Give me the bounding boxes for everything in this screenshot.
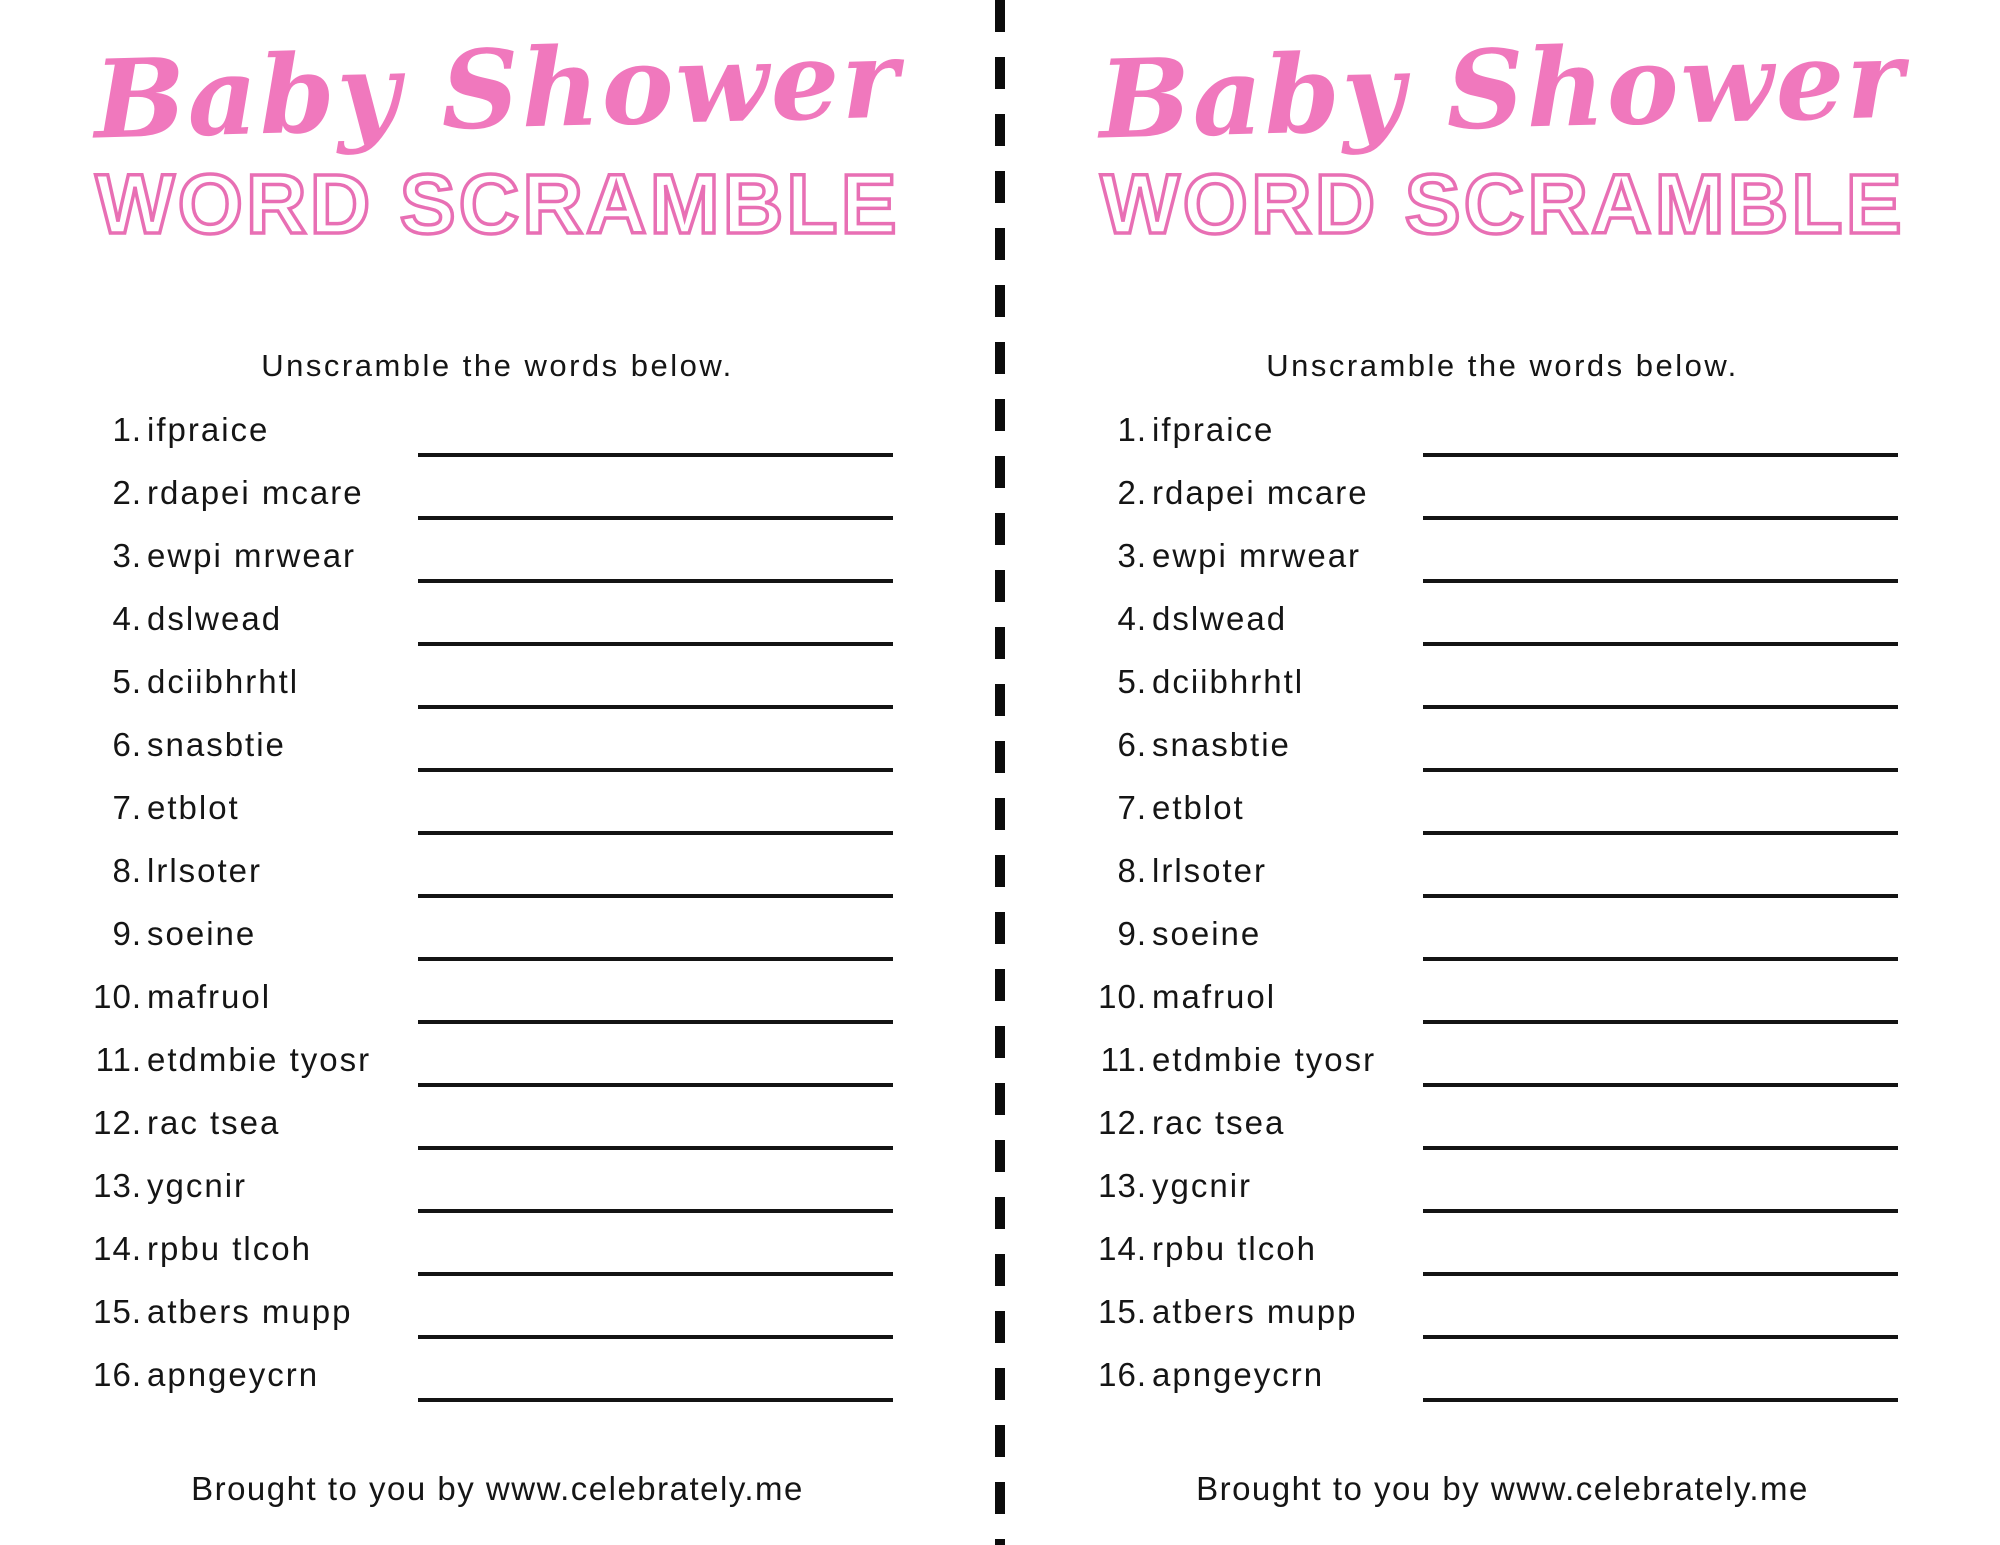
answer-blank-line bbox=[1423, 1209, 1898, 1213]
word-scramble-row bbox=[88, 1097, 893, 1160]
scrambled-word: lrlsoter bbox=[147, 851, 263, 889]
row-label bbox=[88, 845, 418, 890]
answer-blank-line bbox=[418, 1020, 893, 1024]
word-scramble-row bbox=[88, 656, 893, 719]
word-scramble-row bbox=[88, 782, 893, 845]
word-scramble-row bbox=[88, 1034, 893, 1097]
footer-credit: Brought to you by www.celebrately.me bbox=[191, 1469, 804, 1507]
item-number: 3. bbox=[112, 536, 142, 574]
answer-blank-line bbox=[1423, 1020, 1898, 1024]
worksheet-panel-right bbox=[1005, 0, 2000, 1545]
row-label bbox=[88, 1160, 418, 1205]
scrambled-word: ewpi mrwear bbox=[147, 536, 357, 574]
word-scramble-row bbox=[1093, 1160, 1898, 1223]
answer-blank-line bbox=[1423, 516, 1898, 520]
footer-credit: Brought to you by www.celebrately.me bbox=[1196, 1469, 1809, 1507]
answer-blank-line bbox=[1423, 1272, 1898, 1276]
answer-blank-line bbox=[418, 516, 893, 520]
word-scramble-row bbox=[1093, 1097, 1898, 1160]
word-scramble-row bbox=[1093, 530, 1898, 593]
row-label bbox=[88, 782, 418, 827]
page-title-outline: WORD SCRAMBLE bbox=[1100, 156, 1905, 251]
word-scramble-row bbox=[1093, 782, 1898, 845]
page-title-script: Baby Shower bbox=[1097, 16, 1908, 164]
answer-blank-line bbox=[418, 894, 893, 898]
scrambled-word: ewpi mrwear bbox=[1152, 536, 1362, 574]
row-label bbox=[1093, 593, 1423, 638]
scrambled-word: ygcnir bbox=[1152, 1166, 1253, 1204]
item-number: 15. bbox=[93, 1292, 142, 1330]
word-scramble-row bbox=[88, 467, 893, 530]
item-number: 14. bbox=[1098, 1229, 1147, 1267]
row-label bbox=[88, 1286, 418, 1331]
row-label bbox=[1093, 1349, 1423, 1394]
scrambled-word: soeine bbox=[1152, 914, 1262, 952]
word-scramble-row bbox=[1093, 467, 1898, 530]
item-number: 6. bbox=[1117, 725, 1147, 763]
row-label bbox=[88, 908, 418, 953]
answer-blank-line bbox=[1423, 1083, 1898, 1087]
row-label bbox=[1093, 1223, 1423, 1268]
answer-blank-line bbox=[418, 705, 893, 709]
row-label bbox=[88, 593, 418, 638]
item-number: 16. bbox=[93, 1355, 142, 1393]
item-number: 16. bbox=[1098, 1355, 1147, 1393]
row-label bbox=[88, 971, 418, 1016]
scrambled-word: atbers mupp bbox=[147, 1292, 353, 1330]
word-scramble-row bbox=[1093, 908, 1898, 971]
word-scramble-row bbox=[1093, 1349, 1898, 1412]
scrambled-word: dciibhrhtl bbox=[147, 662, 300, 700]
answer-blank-line bbox=[418, 957, 893, 961]
word-scramble-row bbox=[1093, 845, 1898, 908]
item-number: 1. bbox=[112, 410, 142, 448]
word-scramble-row bbox=[1093, 404, 1898, 467]
item-number: 8. bbox=[112, 851, 142, 889]
item-number: 13. bbox=[93, 1166, 142, 1204]
row-label bbox=[88, 467, 418, 512]
scrambled-word: soeine bbox=[147, 914, 257, 952]
item-number: 12. bbox=[1098, 1103, 1147, 1141]
answer-blank-line bbox=[418, 831, 893, 835]
word-scramble-row bbox=[1093, 593, 1898, 656]
scrambled-word: rpbu tlcoh bbox=[1152, 1229, 1317, 1267]
scrambled-word: mafruol bbox=[1152, 977, 1277, 1015]
word-scramble-row bbox=[88, 404, 893, 467]
scrambled-word: apngeycrn bbox=[1152, 1355, 1325, 1393]
answer-blank-line bbox=[1423, 1335, 1898, 1339]
instruction-text: Unscramble the words below. bbox=[1266, 347, 1739, 383]
scrambled-word: dslwead bbox=[1152, 599, 1288, 637]
answer-blank-line bbox=[418, 579, 893, 583]
item-number: 15. bbox=[1098, 1292, 1147, 1330]
word-scramble-row bbox=[88, 908, 893, 971]
word-scramble-row bbox=[88, 530, 893, 593]
row-label bbox=[1093, 530, 1423, 575]
row-label bbox=[88, 1223, 418, 1268]
word-scramble-row bbox=[1093, 656, 1898, 719]
answer-blank-line bbox=[1423, 705, 1898, 709]
dashed-cut-line bbox=[995, 0, 1005, 1545]
item-number: 13. bbox=[1098, 1166, 1147, 1204]
scrambled-word: lrlsoter bbox=[1152, 851, 1268, 889]
item-number: 12. bbox=[93, 1103, 142, 1141]
row-label bbox=[88, 404, 418, 449]
word-scramble-row bbox=[1093, 1286, 1898, 1349]
word-scramble-row bbox=[88, 1286, 893, 1349]
scrambled-word: etblot bbox=[147, 788, 240, 826]
word-scramble-row bbox=[88, 845, 893, 908]
worksheet-panel-left bbox=[0, 0, 995, 1545]
item-number: 14. bbox=[93, 1229, 142, 1267]
item-number: 7. bbox=[1117, 788, 1147, 826]
row-label bbox=[1093, 719, 1423, 764]
item-number: 9. bbox=[112, 914, 142, 952]
item-number: 11. bbox=[1100, 1040, 1147, 1078]
item-number: 2. bbox=[1117, 473, 1147, 511]
scrambled-word: etdmbie tyosr bbox=[147, 1040, 372, 1078]
row-label bbox=[88, 1349, 418, 1394]
item-number: 10. bbox=[1098, 977, 1147, 1015]
item-number: 5. bbox=[1117, 662, 1147, 700]
row-label bbox=[1093, 467, 1423, 512]
scrambled-word: atbers mupp bbox=[1152, 1292, 1358, 1330]
answer-blank-line bbox=[1423, 831, 1898, 835]
scrambled-word: mafruol bbox=[147, 977, 272, 1015]
answer-blank-line bbox=[1423, 768, 1898, 772]
word-scramble-row bbox=[88, 593, 893, 656]
scrambled-word: rdapei mcare bbox=[1152, 473, 1369, 511]
scrambled-word: rac tsea bbox=[1152, 1103, 1286, 1141]
answer-blank-line bbox=[1423, 894, 1898, 898]
item-number: 5. bbox=[112, 662, 142, 700]
row-label bbox=[88, 530, 418, 575]
answer-blank-line bbox=[418, 1398, 893, 1402]
answer-blank-line bbox=[1423, 453, 1898, 457]
row-label bbox=[1093, 1097, 1423, 1142]
word-list bbox=[1005, 404, 2000, 1412]
item-number: 9. bbox=[1117, 914, 1147, 952]
answer-blank-line bbox=[1423, 579, 1898, 583]
row-label bbox=[1093, 971, 1423, 1016]
answer-blank-line bbox=[1423, 1146, 1898, 1150]
word-scramble-row bbox=[88, 1223, 893, 1286]
row-label bbox=[88, 656, 418, 701]
item-number: 8. bbox=[1117, 851, 1147, 889]
answer-blank-line bbox=[418, 1272, 893, 1276]
scrambled-word: apngeycrn bbox=[147, 1355, 320, 1393]
item-number: 7. bbox=[112, 788, 142, 826]
scrambled-word: rdapei mcare bbox=[147, 473, 364, 511]
row-label bbox=[1093, 908, 1423, 953]
scrambled-word: dciibhrhtl bbox=[1152, 662, 1305, 700]
answer-blank-line bbox=[418, 642, 893, 646]
word-list bbox=[0, 404, 995, 1412]
row-label bbox=[1093, 845, 1423, 890]
answer-blank-line bbox=[1423, 957, 1898, 961]
page-title-outline: WORD SCRAMBLE bbox=[95, 156, 900, 251]
row-label bbox=[1093, 1286, 1423, 1331]
word-scramble-row bbox=[1093, 1223, 1898, 1286]
row-label bbox=[1093, 1034, 1423, 1079]
row-label bbox=[1093, 1160, 1423, 1205]
answer-blank-line bbox=[418, 453, 893, 457]
scrambled-word: rac tsea bbox=[147, 1103, 281, 1141]
scrambled-word: etdmbie tyosr bbox=[1152, 1040, 1377, 1078]
word-scramble-row bbox=[88, 1160, 893, 1223]
item-number: 3. bbox=[1117, 536, 1147, 574]
item-number: 11. bbox=[95, 1040, 142, 1078]
word-scramble-row bbox=[1093, 719, 1898, 782]
word-scramble-row bbox=[1093, 971, 1898, 1034]
answer-blank-line bbox=[418, 1083, 893, 1087]
scrambled-word: rpbu tlcoh bbox=[147, 1229, 312, 1267]
word-scramble-row bbox=[1093, 1034, 1898, 1097]
word-scramble-row bbox=[88, 719, 893, 782]
answer-blank-line bbox=[418, 1335, 893, 1339]
item-number: 1. bbox=[1117, 410, 1147, 448]
instruction-text: Unscramble the words below. bbox=[261, 347, 734, 383]
item-number: 4. bbox=[1117, 599, 1147, 637]
scrambled-word: etblot bbox=[1152, 788, 1245, 826]
word-scramble-row bbox=[88, 1349, 893, 1412]
item-number: 2. bbox=[112, 473, 142, 511]
scrambled-word: snasbtie bbox=[1152, 725, 1291, 763]
scrambled-word: ifpraice bbox=[1152, 410, 1275, 448]
item-number: 4. bbox=[112, 599, 142, 637]
row-label bbox=[88, 1034, 418, 1079]
scrambled-word: ifpraice bbox=[147, 410, 270, 448]
row-label bbox=[1093, 404, 1423, 449]
answer-blank-line bbox=[418, 1146, 893, 1150]
page-title-script: Baby Shower bbox=[92, 16, 903, 164]
answer-blank-line bbox=[1423, 642, 1898, 646]
row-label bbox=[88, 1097, 418, 1142]
answer-blank-line bbox=[418, 1209, 893, 1213]
item-number: 10. bbox=[93, 977, 142, 1015]
row-label bbox=[88, 719, 418, 764]
row-label bbox=[1093, 656, 1423, 701]
scrambled-word: ygcnir bbox=[147, 1166, 248, 1204]
item-number: 6. bbox=[112, 725, 142, 763]
answer-blank-line bbox=[418, 768, 893, 772]
row-label bbox=[1093, 782, 1423, 827]
word-scramble-row bbox=[88, 971, 893, 1034]
scrambled-word: snasbtie bbox=[147, 725, 286, 763]
scrambled-word: dslwead bbox=[147, 599, 283, 637]
answer-blank-line bbox=[1423, 1398, 1898, 1402]
